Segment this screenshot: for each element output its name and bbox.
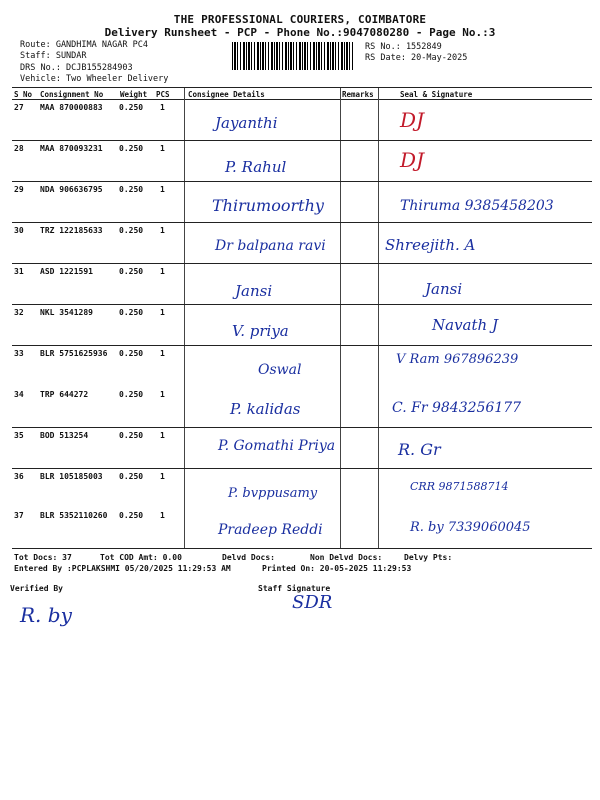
barcode-image [232, 42, 354, 70]
row-separator [12, 468, 592, 469]
row-consignment: MAA 870093231 [40, 144, 103, 153]
row-weight: 0.250 [119, 511, 144, 520]
col-pcs: PCS [156, 90, 170, 99]
row-consignment: MAA 870000883 [40, 103, 103, 112]
delivery-points: Delvy Pts: [404, 553, 453, 562]
row-weight: 0.250 [119, 185, 144, 194]
non-delivered-docs: Non Delvd Docs: [310, 553, 383, 562]
row-weight: 0.250 [119, 267, 144, 276]
seal-signature: R. Gr [398, 440, 441, 459]
row-pcs: 1 [160, 226, 165, 235]
col-consignee: Consignee Details [188, 90, 265, 99]
vehicle-text: Vehicle: Two Wheeler Delivery [20, 74, 169, 84]
row-pcs: 1 [160, 103, 165, 112]
row-sno: 35 [14, 431, 24, 440]
staff-signature: SDR [292, 592, 333, 613]
row-separator [12, 140, 592, 141]
row-pcs: 1 [160, 472, 165, 481]
divider-consignee [184, 88, 185, 548]
total-cod: Tot COD Amt: 0.00 [100, 553, 182, 562]
delivered-docs: Delvd Docs: [222, 553, 275, 562]
row-sno: 30 [14, 226, 24, 235]
row-weight: 0.250 [119, 390, 144, 399]
row-pcs: 1 [160, 349, 165, 358]
row-consignment: BLR 105185003 [40, 472, 103, 481]
consignee-signature: Pradeep Reddi [218, 522, 323, 538]
row-consignment: TRZ 122185633 [40, 226, 103, 235]
divider-remarks [340, 88, 341, 548]
row-consignment: BLR 5352110260 [40, 511, 108, 520]
row-pcs: 1 [160, 390, 165, 399]
consignee-signature: P. bvppusamy [228, 486, 318, 501]
row-separator [12, 345, 592, 346]
header-rule [12, 87, 592, 88]
table-bottom-rule [12, 548, 592, 549]
row-sno: 32 [14, 308, 24, 317]
row-consignment: TRP 644272 [40, 390, 89, 399]
row-pcs: 1 [160, 185, 165, 194]
row-weight: 0.250 [119, 226, 144, 235]
row-sno: 28 [14, 144, 24, 153]
consignee-signature: P. Rahul [225, 158, 287, 176]
row-consignment: BLR 5751625936 [40, 349, 108, 358]
row-weight: 0.250 [119, 308, 144, 317]
verified-signature: R. by [20, 603, 72, 627]
row-sno: 37 [14, 511, 24, 520]
seal-signature: Navath J [432, 316, 498, 334]
consignee-signature: Jayanthi [215, 114, 278, 132]
consignee-signature: Jansi [235, 282, 273, 300]
row-sno: 33 [14, 349, 24, 358]
runsheet-subtitle: Delivery Runsheet - PCP - Phone No.:9047080280 - Page No.:3 [104, 26, 496, 39]
row-sno: 27 [14, 103, 24, 112]
consignee-signature: P. Gomathi Priya [218, 438, 336, 454]
seal-signature: Jansi [425, 280, 463, 298]
drs-text: DRS No.: DCJB155284903 [20, 63, 133, 73]
row-sno: 36 [14, 472, 24, 481]
seal-signature: DJ [400, 148, 425, 172]
row-weight: 0.250 [119, 144, 144, 153]
seal-signature: Thiruma 9385458203 [400, 198, 554, 214]
printed-on: Printed On: 20-05-2025 11:29:53 [262, 564, 412, 573]
row-separator [12, 181, 592, 182]
seal-signature: V Ram 967896239 [396, 352, 519, 367]
consignee-signature: V. priya [232, 322, 289, 340]
row-sno: 29 [14, 185, 24, 194]
consignee-signature: Dr balpana ravi [215, 238, 326, 254]
row-consignment: NDA 906636795 [40, 185, 103, 194]
col-sno: S No [14, 90, 33, 99]
seal-signature: R. by 7339060045 [410, 520, 531, 535]
row-pcs: 1 [160, 267, 165, 276]
row-pcs: 1 [160, 511, 165, 520]
total-docs: Tot Docs: 37 [14, 553, 72, 562]
route-text: Route: GANDHIMA NAGAR PC4 [20, 40, 148, 50]
seal-signature: CRR 9871588714 [410, 480, 509, 493]
divider-seal [378, 88, 379, 548]
seal-signature: C. Fr 9843256177 [392, 400, 522, 416]
staff-signature-label: Staff Signature [258, 584, 331, 593]
row-separator [12, 263, 592, 264]
col-consignment: Consignment No [40, 90, 104, 99]
row-separator [12, 427, 592, 428]
consignee-signature: Oswal [258, 362, 302, 378]
col-remarks: Remarks [342, 90, 374, 99]
row-weight: 0.250 [119, 349, 144, 358]
row-separator [12, 304, 592, 305]
row-consignment: BOD 513254 [40, 431, 89, 440]
col-weight: Weight [120, 90, 148, 99]
company-title: THE PROFESSIONAL COURIERS, COIMBATORE [173, 13, 427, 26]
row-consignment: ASD 1221591 [40, 267, 93, 276]
consignee-signature: Thirumoorthy [212, 196, 324, 215]
row-separator [12, 222, 592, 223]
row-weight: 0.250 [119, 431, 144, 440]
seal-signature: DJ [400, 108, 425, 132]
verified-by-label: Verified By [10, 584, 63, 593]
entered-by: Entered By :PCPLAKSHMI 05/20/2025 11:29:53 AM [14, 564, 231, 573]
seal-signature: Shreejith. A [385, 236, 476, 254]
rs-number: RS No.: 1552849 [365, 42, 442, 52]
consignee-signature: P. kalidas [230, 400, 301, 418]
col-seal: Seal & Signature [400, 90, 473, 99]
header-rule-bottom [12, 99, 592, 100]
row-consignment: NKL 3541289 [40, 308, 93, 317]
row-pcs: 1 [160, 431, 165, 440]
row-weight: 0.250 [119, 472, 144, 481]
row-sno: 34 [14, 390, 24, 399]
staff-text: Staff: SUNDAR [20, 51, 87, 61]
rs-date: RS Date: 20-May-2025 [365, 53, 468, 63]
row-weight: 0.250 [119, 103, 144, 112]
row-pcs: 1 [160, 308, 165, 317]
row-sno: 31 [14, 267, 24, 276]
row-pcs: 1 [160, 144, 165, 153]
